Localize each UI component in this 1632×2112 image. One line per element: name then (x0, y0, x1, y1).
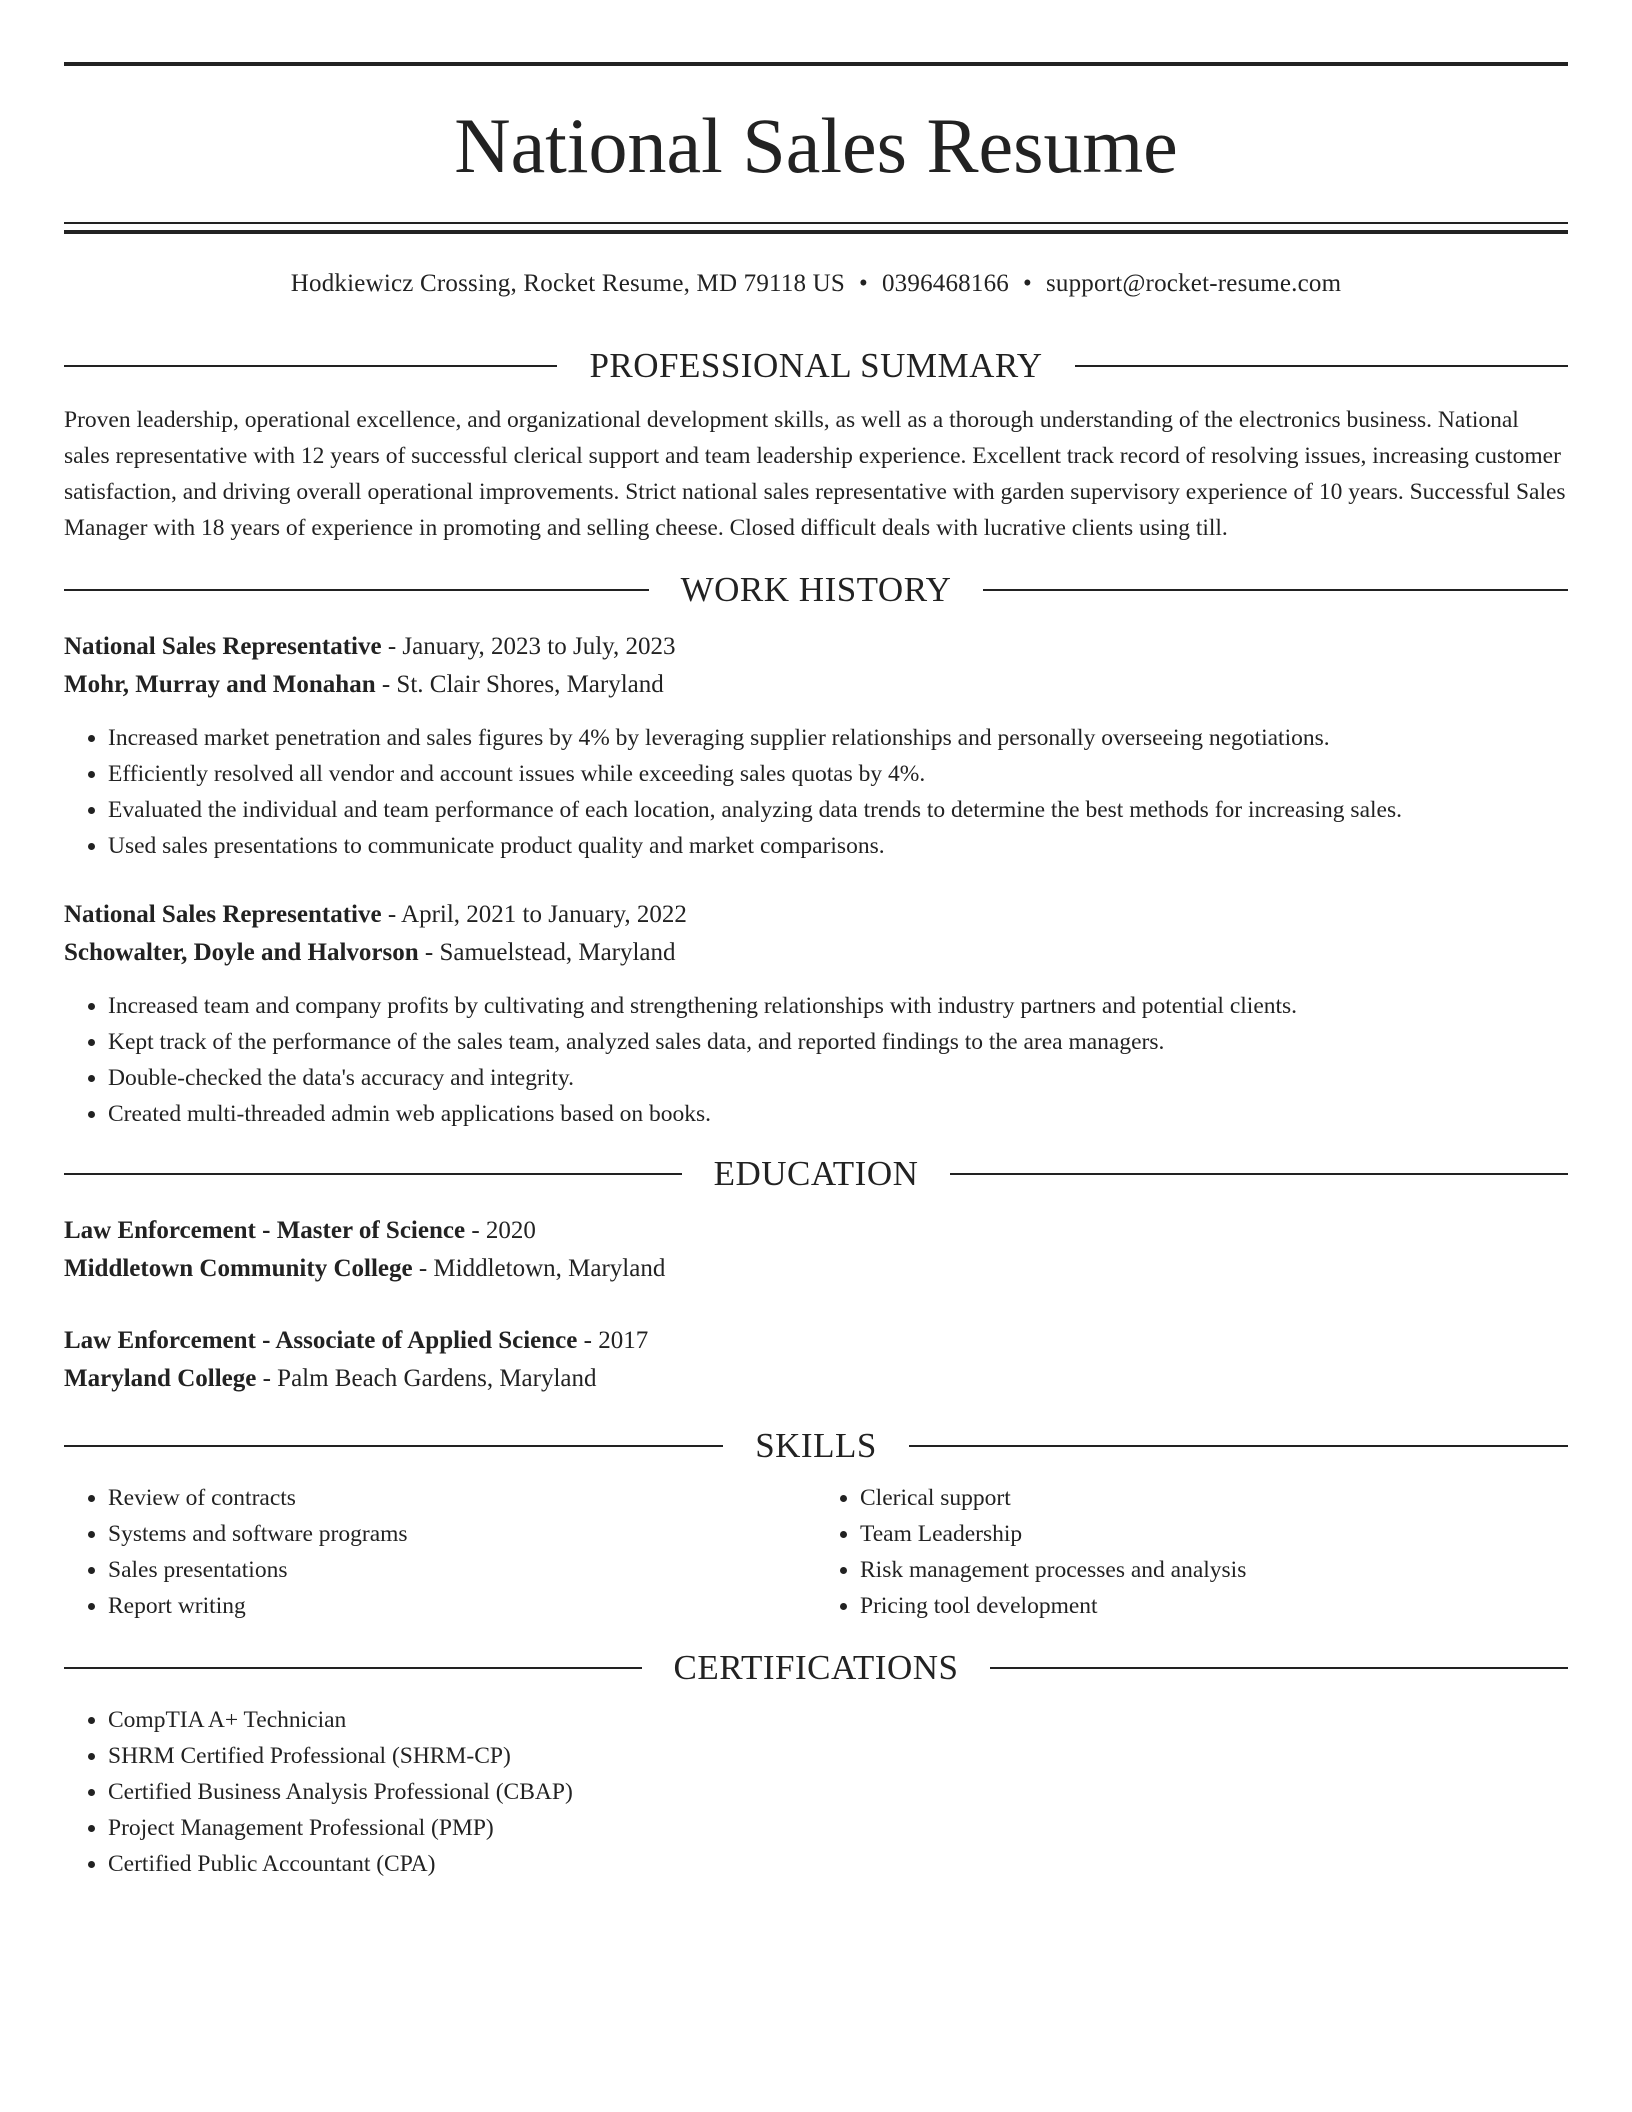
job-dates: - January, 2023 to July, 2023 (381, 633, 676, 660)
section-title: WORK HISTORY (680, 570, 952, 609)
summary-text: Proven leadership, operational excellence, and organizational development skills, as well as a thorough understanding of the electronics business. National sales representative with 12 years of successful clerical support and team leadership experience. Excellent track record of resolving issues, increasing customer satisfaction, and driving overall operational improvements. Strict national sales representative with garden supervisory experience of 10 years. Successful Sales Manager with 18 years of experience in promoting and selling cheese. Closed difficult deals with lucrative clients using till. (64, 407, 1566, 541)
contact-separator: • (859, 270, 868, 297)
list-item: • Used sales presentations to communicate product quality and market comparisons. (108, 828, 1568, 864)
list-item: • Created multi-threaded admin web applications based on books. (108, 1096, 1568, 1132)
skills-list-right (816, 1480, 1568, 1624)
job-title: National Sales Representative (64, 901, 382, 928)
section-title: EDUCATION (713, 1154, 919, 1193)
list-item: • Review of contracts (108, 1480, 816, 1516)
company-location: - St. Clair Shores, Maryland (375, 671, 664, 698)
list-item: • Kept track of the performance of the sales team, analyzed sales data, and reported findings to the area managers. (108, 1024, 1568, 1060)
company-location: - Samuelstead, Maryland (418, 939, 676, 966)
section-title: PROFESSIONAL SUMMARY (589, 346, 1043, 385)
list-item: • Systems and software programs (108, 1516, 816, 1552)
job-title: National Sales Representative (64, 633, 382, 660)
job-bullets (64, 720, 1568, 864)
section-heading-summary (64, 344, 1568, 388)
contact-address: Hodkiewicz Crossing, Rocket Resume, MD 79118 US (290, 270, 846, 297)
page-title: National Sales Resume (454, 102, 1178, 189)
list-item: • Clerical support (860, 1480, 1568, 1516)
education-entry (64, 1322, 1568, 1398)
job-bullets (64, 988, 1568, 1132)
certifications-list (64, 1702, 1568, 1882)
contact-phone: 0396468166 (881, 270, 1009, 297)
company-name: Mohr, Murray and Monahan (64, 671, 376, 698)
list-item: • Project Management Professional (PMP) (108, 1810, 1568, 1846)
section-heading-certifications (64, 1646, 1568, 1690)
education-entry (64, 1212, 1568, 1288)
list-item: • Double-checked the data's accuracy and integrity. (108, 1060, 1568, 1096)
list-item: • Evaluated the individual and team performance of each location, analyzing data trends to determine the best methods for increasing sales. (108, 792, 1568, 828)
list-item: • Sales presentations (108, 1552, 816, 1588)
list-item: • Efficiently resolved all vendor and account issues while exceeding sales quotas by 4%. (108, 756, 1568, 792)
skills-columns (64, 1480, 1568, 1624)
list-item: • Certified Public Accountant (CPA) (108, 1846, 1568, 1882)
school-name: Middletown Community College (64, 1255, 413, 1282)
section-title: SKILLS (755, 1426, 877, 1465)
job-dates: - April, 2021 to January, 2022 (381, 901, 687, 928)
degree: Law Enforcement - Master of Science (64, 1217, 466, 1244)
section-title: CERTIFICATIONS (673, 1648, 959, 1687)
list-item: • SHRM Certified Professional (SHRM-CP) (108, 1738, 1568, 1774)
resume-page (64, 0, 1568, 1882)
contact-email: support@rocket-resume.com (1045, 270, 1342, 297)
job-entry (64, 628, 1568, 864)
degree: Law Enforcement - Associate of Applied Science (64, 1327, 578, 1354)
job-entry (64, 896, 1568, 1132)
list-item: • CompTIA A+ Technician (108, 1702, 1568, 1738)
title-rule-lower (64, 230, 1568, 234)
degree-year: - 2020 (465, 1217, 536, 1244)
list-item: • Report writing (108, 1588, 816, 1624)
school-location: - Palm Beach Gardens, Maryland (256, 1365, 597, 1392)
school-name: Maryland College (64, 1365, 257, 1392)
section-heading-skills (64, 1424, 1568, 1468)
list-item: • Certified Business Analysis Professional (CBAP) (108, 1774, 1568, 1810)
list-item: • Increased market penetration and sales figures by 4% by leveraging supplier relationships and personally overseeing negotiations. (108, 720, 1568, 756)
section-heading-work (64, 568, 1568, 612)
list-item: • Risk management processes and analysis (860, 1552, 1568, 1588)
school-location: - Middletown, Maryland (412, 1255, 666, 1282)
list-item: • Pricing tool development (860, 1588, 1568, 1624)
top-rule (64, 62, 1568, 66)
degree-year: - 2017 (577, 1327, 649, 1354)
contact-separator: • (1022, 270, 1032, 297)
list-item: • Increased team and company profits by cultivating and strengthening relationships with industry partners and potential clients. (108, 988, 1568, 1024)
company-name: Schowalter, Doyle and Halvorson (64, 939, 419, 966)
skills-list-left (64, 1480, 816, 1624)
contact-line (64, 268, 1568, 300)
list-item: • Team Leadership (860, 1516, 1568, 1552)
section-heading-education (64, 1152, 1568, 1196)
